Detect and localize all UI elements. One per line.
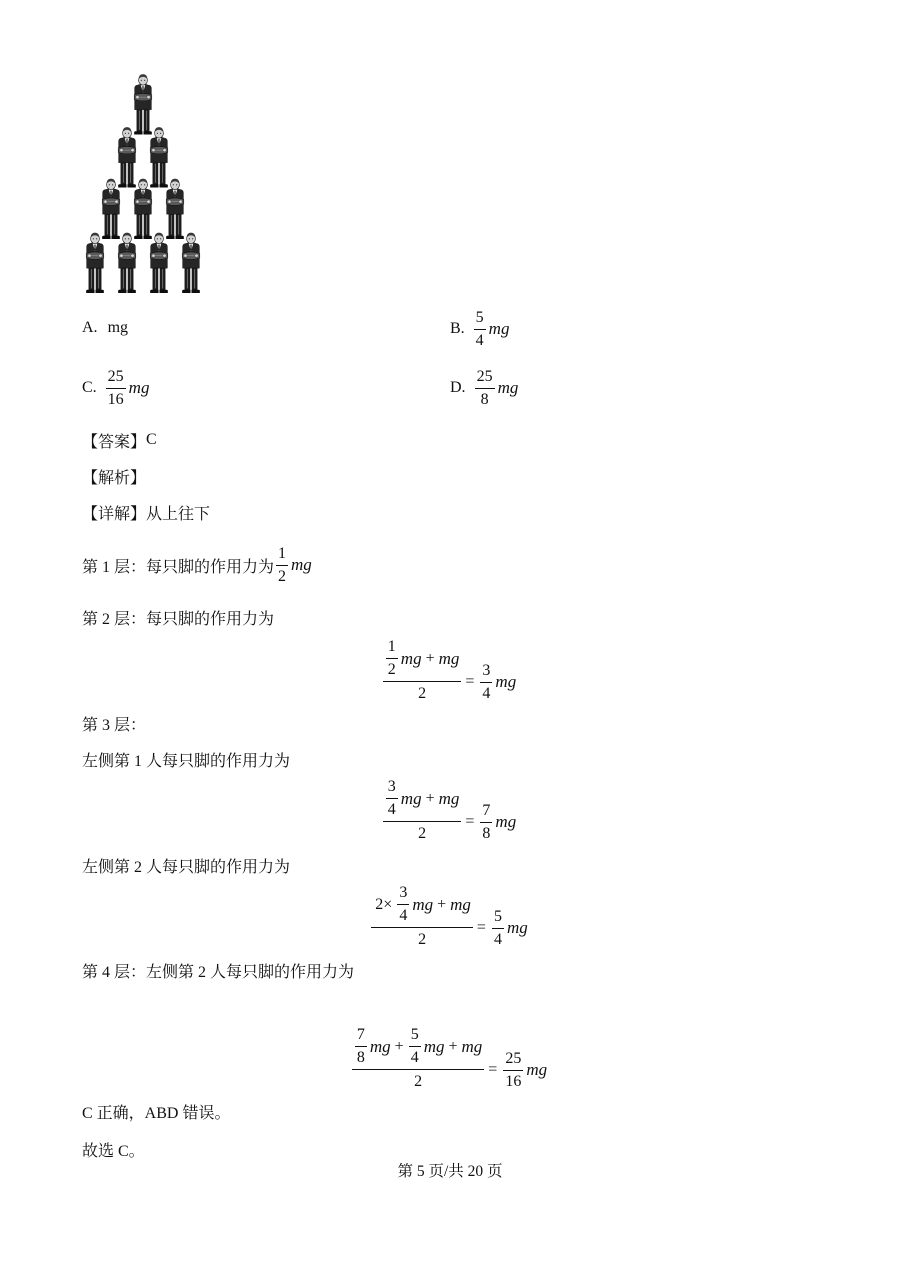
equation-denominator	[411, 1070, 425, 1116]
equation-fraction	[383, 776, 462, 868]
math-symbol: =	[488, 1061, 498, 1078]
page-footer	[0, 1150, 900, 1190]
option-label: A.	[82, 319, 98, 336]
math-expression	[411, 1070, 425, 1094]
option-a	[82, 308, 131, 348]
numerator: 5	[474, 307, 486, 330]
equation-numerator	[352, 1024, 484, 1070]
math-symbol: 2	[418, 685, 427, 702]
denominator: 4	[482, 684, 491, 702]
denominator: 4	[475, 331, 484, 349]
equation-result	[461, 800, 517, 845]
pyramid-row-third	[102, 179, 184, 239]
equation-result	[473, 906, 529, 951]
math-variable: mg	[400, 788, 422, 808]
fraction	[480, 800, 492, 845]
pyramid-row-bottom	[86, 233, 200, 293]
fraction	[276, 543, 288, 588]
layer-1-line	[82, 545, 313, 585]
math-expression	[372, 882, 472, 927]
detail-tag: 【详解】	[82, 505, 147, 523]
math-variable: mg	[450, 894, 471, 914]
layer-2-text: 第 2 层：每只脚的作用力为	[82, 610, 275, 628]
fraction	[386, 636, 398, 681]
denominator: 16	[505, 1072, 522, 1090]
denominator: 4	[493, 930, 502, 948]
equation-denominator	[415, 928, 429, 974]
fraction	[386, 776, 398, 821]
math-expression	[415, 822, 429, 846]
denominator: 4	[410, 1049, 419, 1066]
pyramid-person	[86, 233, 104, 293]
equation-numerator	[371, 882, 473, 928]
pyramid-person	[150, 127, 168, 187]
fraction	[474, 307, 486, 352]
denominator: 16	[107, 390, 124, 408]
layer-4-text: 第 4 层：左侧第 2 人每只脚的作用力为	[82, 963, 355, 981]
option-label: B.	[450, 320, 465, 337]
math-symbol: mg	[107, 319, 129, 336]
equation-denominator	[415, 822, 429, 868]
pyramid-row-second	[118, 127, 168, 187]
equation-numerator	[383, 636, 462, 682]
equation-fraction	[352, 1024, 484, 1116]
math-variable: mg	[461, 1036, 483, 1056]
denominator: 8	[356, 1049, 365, 1066]
math-variable: mg	[488, 319, 510, 338]
equation-result	[484, 1048, 548, 1093]
pyramid-person	[134, 179, 152, 239]
denominator: 4	[387, 801, 396, 818]
math-symbol: =	[465, 673, 475, 690]
numerator: 25	[106, 366, 126, 389]
option-expression	[104, 366, 151, 411]
layer-1-text: 第 1 层：每只脚的作用力为	[82, 558, 275, 576]
option-expression	[105, 319, 131, 337]
fraction	[397, 882, 409, 927]
layer-3-line	[82, 703, 146, 743]
math-variable: mg	[291, 555, 312, 574]
pyramid-person	[182, 233, 200, 293]
math-symbol: =	[476, 919, 486, 936]
conclusion-line	[82, 1091, 230, 1131]
numerator: 1	[386, 636, 398, 659]
fraction	[480, 660, 492, 705]
math-variable: mg	[412, 894, 434, 914]
numerator: 5	[409, 1024, 421, 1047]
math-symbol: 2	[418, 825, 427, 842]
option-c	[82, 368, 150, 408]
math-variable: mg	[495, 672, 517, 691]
answer-line	[82, 420, 157, 460]
math-variable: mg	[506, 918, 528, 937]
layer-3-left-2-text: 左侧第 2 人每只脚的作用力为	[82, 858, 291, 876]
numerator: 3	[397, 882, 409, 905]
page-number: 第 5 页/共 20 页	[397, 1163, 503, 1180]
denominator: 4	[399, 907, 408, 924]
equation-result	[461, 660, 517, 705]
math-symbol: +	[448, 1037, 458, 1055]
analysis-tag: 【解析】	[82, 469, 147, 487]
detail-text: 从上往下	[146, 505, 211, 523]
equation-fraction	[371, 882, 473, 974]
denominator: 8	[482, 824, 491, 842]
option-expression	[472, 307, 511, 352]
layer-1-expression	[274, 543, 313, 588]
fraction	[492, 906, 504, 951]
math-expression	[384, 636, 461, 681]
option-expression	[473, 366, 520, 411]
numerator: 7	[355, 1024, 367, 1047]
numerator: 3	[480, 660, 492, 683]
option-b	[450, 309, 510, 349]
layer-3-left-1-text: 左侧第 1 人每只脚的作用力为	[82, 752, 291, 770]
pyramid-person	[118, 127, 136, 187]
layer-2-line	[82, 597, 274, 637]
fraction	[503, 1048, 523, 1093]
fraction	[409, 1024, 421, 1069]
numerator: 25	[475, 366, 495, 389]
math-symbol: 2	[418, 931, 427, 948]
math-symbol: +	[394, 1037, 404, 1055]
numerator: 25	[503, 1048, 523, 1071]
detail-line	[82, 492, 210, 532]
math-expression	[353, 1024, 483, 1069]
numerator: 7	[480, 800, 492, 823]
fraction	[106, 366, 126, 411]
option-label: D.	[450, 379, 466, 396]
option-d	[450, 368, 519, 408]
denominator: 8	[480, 390, 489, 408]
math-symbol: +	[425, 789, 435, 807]
analysis-line	[82, 456, 146, 496]
pyramid-row-top	[134, 74, 152, 134]
denominator: 2	[278, 567, 287, 585]
math-variable: mg	[438, 788, 460, 808]
math-variable: mg	[423, 1036, 445, 1056]
math-expression	[415, 682, 429, 706]
pyramid-person	[166, 179, 184, 239]
equation-fraction	[383, 636, 462, 728]
pyramid-person	[150, 233, 168, 293]
numerator: 1	[276, 543, 288, 566]
math-variable: mg	[497, 378, 519, 397]
denominator: 2	[387, 661, 396, 678]
math-symbol: +	[425, 649, 435, 667]
answer-value: C	[146, 431, 157, 448]
choice-text: 故选 C。	[82, 1142, 145, 1160]
math-variable: mg	[400, 648, 422, 668]
math-symbol: 2	[414, 1073, 423, 1090]
pyramid-person	[118, 233, 136, 293]
pyramid-person	[134, 74, 152, 134]
layer-3-left-1-line	[82, 739, 290, 779]
math-variable: mg	[369, 1036, 391, 1056]
math-symbol: 2×	[375, 895, 393, 913]
fraction	[355, 1024, 367, 1069]
layer-3-text: 第 3 层：	[82, 716, 147, 734]
numerator: 3	[386, 776, 398, 799]
math-expression	[384, 776, 461, 821]
option-label: C.	[82, 379, 97, 396]
math-symbol: =	[465, 813, 475, 830]
math-symbol: +	[437, 895, 447, 913]
layer-3-left-2-line	[82, 845, 290, 885]
human-pyramid-figure	[80, 70, 212, 300]
math-expression	[415, 928, 429, 952]
conclusion-text: C 正确，ABD 错误。	[82, 1104, 231, 1122]
math-variable: mg	[526, 1060, 548, 1079]
fraction	[475, 366, 495, 411]
math-variable: mg	[495, 812, 517, 831]
equation-numerator	[383, 776, 462, 822]
equation-denominator	[415, 682, 429, 728]
math-variable: mg	[128, 378, 150, 397]
numerator: 5	[492, 906, 504, 929]
pyramid-person	[102, 179, 120, 239]
answer-tag: 【答案】	[82, 433, 147, 451]
math-variable: mg	[438, 648, 460, 668]
layer-4-line	[82, 950, 354, 990]
